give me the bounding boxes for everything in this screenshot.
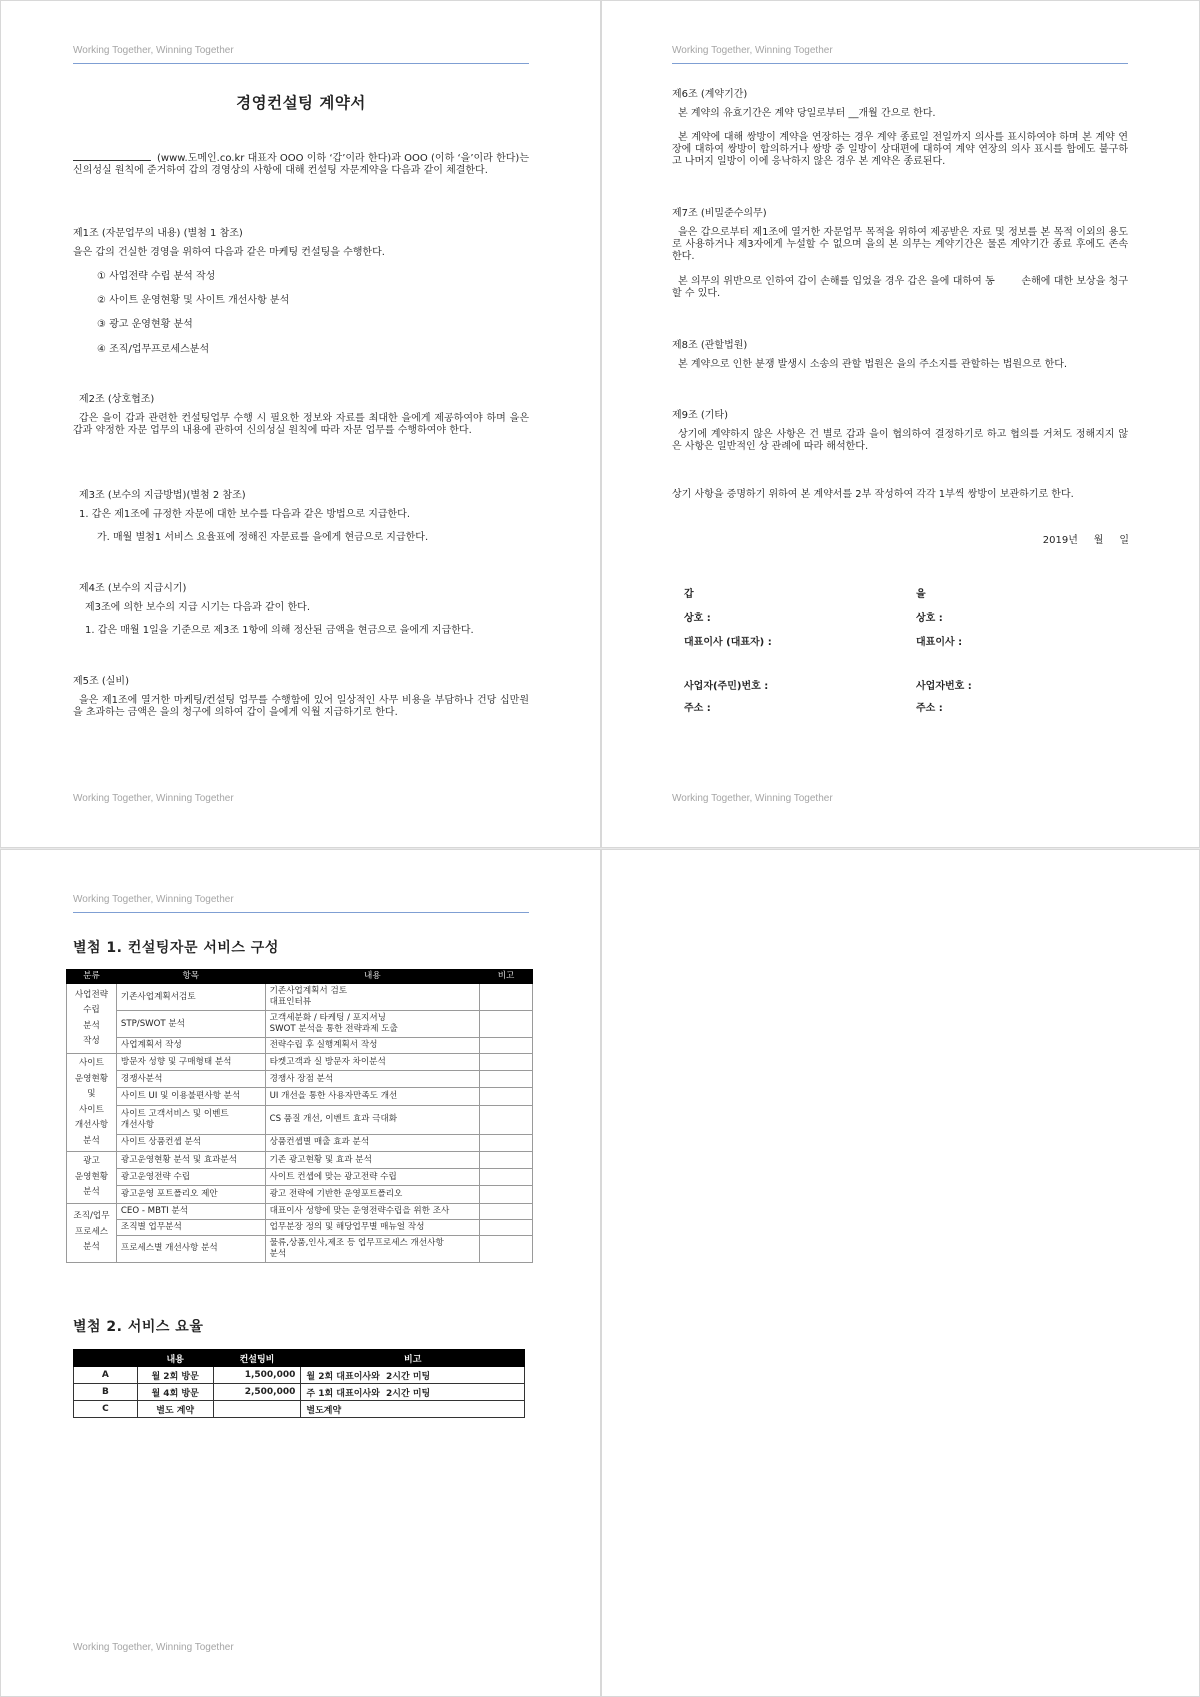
table-row (67, 1088, 533, 1105)
party-a-label: 갑 (684, 589, 694, 600)
item-cell: 사이트 고객서비스 및 이벤트 개선사항 (116, 1105, 265, 1134)
table-row (67, 1011, 533, 1038)
page-footer: Working Together, Winning Together (73, 1642, 234, 1653)
party-a-address: 주소 : (684, 703, 711, 714)
party-blank-line (73, 151, 151, 161)
party-b-label: 을 (916, 589, 926, 600)
note-cell (480, 1105, 533, 1134)
content-cell: 전략수립 후 실행계획서 작성 (265, 1038, 479, 1054)
article-6-body-2: 본 계약에 대해 쌍방이 계약을 연장하는 경우 계약 종료일 전일까지 의사를 표시하여야 하며 본 계약 연장에 대하여 쌍방이 합의하거나 쌍방 중 일방이 상대편에 대하여 계약 연장의 의사 표시를 함에도 불구하고 나머지 일방이 이에 응낙하지 않은 경우 본 계약은 종료된다. (672, 132, 1128, 167)
party-b-company: 상호 : (916, 613, 943, 624)
table-row (67, 1105, 533, 1134)
note-cell (480, 1088, 533, 1105)
page-4-blank (602, 850, 1199, 1696)
category-cell: 사이트 운영현황 및 사이트 개선사항 분석 (67, 1054, 117, 1152)
fee-cell: 2,500,000 (213, 1384, 301, 1401)
note-cell (480, 1219, 533, 1235)
column-header: 내용 (265, 970, 479, 984)
table-header-row (67, 970, 533, 984)
item-cell: 광고운영 포트폴리오 제안 (116, 1186, 265, 1203)
service-rate-table (73, 1349, 525, 1418)
note-cell (480, 1071, 533, 1088)
table-row (67, 1134, 533, 1151)
item-cell: 경쟁사분석 (116, 1071, 265, 1088)
article-6-title: 제6조 (계약기간) (672, 89, 748, 100)
item-cell: 조직별 업무분석 (116, 1219, 265, 1235)
content-cell: 별도 계약 (137, 1401, 213, 1418)
table-row (67, 1169, 533, 1186)
grade-cell: A (74, 1367, 138, 1384)
note-cell (480, 984, 533, 1011)
table-row (67, 984, 533, 1011)
category-cell: 조직/업무 프로세스 분석 (67, 1203, 117, 1262)
article-1-item: ① 사업전략 수립 분석 작성 (97, 271, 216, 282)
content-cell: 물류,상품,인사,제조 등 업무프로세스 개선사항 분석 (265, 1235, 479, 1262)
category-cell: 광고 운영현황 분석 (67, 1152, 117, 1204)
content-cell: 업무분장 정의 및 해당업무별 매뉴얼 작성 (265, 1219, 479, 1235)
intro-text: (www.도메인.co.kr 대표자 OOO 이하 ‘갑’이라 한다)과 OOO (이하 ‘을’이라 한다)는 신의성실 원칙에 준거하여 갑의 경영상의 사항에 대해 컨설팅 자문계약을 다음과 같이 체결한다. (73, 153, 529, 176)
content-cell: 사이트 컨셉에 맞는 광고전략 수립 (265, 1169, 479, 1186)
article-7-title: 제7조 (비밀준수의무) (672, 208, 767, 219)
content-cell: 경쟁사 장점 분석 (265, 1071, 479, 1088)
article-1-item: ② 사이트 운영현황 및 사이트 개선사항 분석 (97, 295, 290, 306)
content-cell: 기존사업계획서 검토 대표인터뷰 (265, 984, 479, 1011)
service-table-body (67, 984, 533, 1263)
note-cell (480, 1203, 533, 1219)
service-structure-table (66, 969, 533, 1263)
column-header: 내용 (137, 1350, 213, 1367)
party-a-rep: 대표이사 (대표자) : (684, 637, 772, 648)
article-9-body: 상기에 계약하지 않은 사항은 건 별로 갑과 을이 협의하여 결정하기로 하고 협의를 거쳐도 정해지지 않은 사항은 일반적인 상 관례에 따라 해석한다. (672, 429, 1128, 452)
article-4-title: 제4조 (보수의 지급시기) (79, 583, 187, 594)
note-cell (480, 1235, 533, 1262)
article-1-item: ④ 조직/업무프로세스분석 (97, 344, 210, 355)
note-cell (480, 1152, 533, 1169)
item-cell: 기존사업계획서검토 (116, 984, 265, 1011)
page-header: Working Together, Winning Together (672, 45, 1128, 64)
content-cell: 대표이사 성향에 맞는 운영전략수립을 위한 조사 (265, 1203, 479, 1219)
article-3-item-1: 1. 갑은 제1조에 규정한 자문에 대한 보수를 다음과 같은 방법으로 지급한다. (79, 509, 411, 520)
item-cell: 프로세스별 개선사항 분석 (116, 1235, 265, 1262)
item-cell: 사업계획서 작성 (116, 1038, 265, 1054)
contract-date: 2019년 월 일 (1042, 535, 1129, 546)
table-header-row (74, 1350, 525, 1367)
table-row (74, 1367, 525, 1384)
intro-paragraph (73, 151, 529, 177)
grade-cell: B (74, 1384, 138, 1401)
note-cell: 월 2회 대표이사와 2시간 미팅 (301, 1367, 525, 1384)
note-cell (480, 1134, 533, 1151)
note-cell (480, 1011, 533, 1038)
article-8-body: 본 계약으로 인한 분쟁 발생시 소송의 관할 법원은 을의 주소지를 관할하는 법원으로 한다. (678, 359, 1068, 370)
content-cell: 고객세분화 / 타케팅 / 포지셔닝 SWOT 분석을 통한 전략과제 도출 (265, 1011, 479, 1038)
page-1 (1, 1, 600, 847)
content-cell: 월 4회 방문 (137, 1384, 213, 1401)
note-cell: 별도계약 (301, 1401, 525, 1418)
article-9-title: 제9조 (기타) (672, 410, 728, 421)
grade-cell: C (74, 1401, 138, 1418)
column-header (74, 1350, 138, 1367)
article-6-body-1: 본 계약의 유효기간은 계약 당일로부터 __개월 간으로 한다. (678, 108, 936, 119)
page-3 (1, 850, 600, 1696)
table-row (67, 1203, 533, 1219)
item-cell: 방문자 성향 및 구매형태 분석 (116, 1054, 265, 1071)
content-cell: 상품컨셉별 매출 효과 분석 (265, 1134, 479, 1151)
note-cell (480, 1169, 533, 1186)
content-cell: CS 품질 개선, 이벤트 효과 극대화 (265, 1105, 479, 1134)
party-b-rep: 대표이사 : (916, 637, 963, 648)
column-header: 비고 (301, 1350, 525, 1367)
table-row (67, 1054, 533, 1071)
document-title: 경영컨설팅 계약서 (236, 94, 366, 112)
article-4-body: 제3조에 의한 보수의 지급 시기는 다음과 같이 한다. (85, 602, 310, 613)
article-4-item-1: 1. 갑은 매월 1일을 기준으로 제3조 1항에 의해 정산된 금액을 현금으로 을에게 지급한다. (85, 625, 474, 636)
table-row (67, 1038, 533, 1054)
table-row (74, 1401, 525, 1418)
table-row (74, 1384, 525, 1401)
item-cell: 사이트 상품컨셉 분석 (116, 1134, 265, 1151)
table-row (67, 1219, 533, 1235)
article-3-title: 제3조 (보수의 지급방법)(별첨 2 참조) (79, 490, 246, 501)
column-header: 분류 (67, 970, 117, 984)
attachment-1-title: 별첨 1. 컨설팅자문 서비스 구성 (73, 940, 279, 956)
page-footer: Working Together, Winning Together (73, 793, 234, 804)
page-footer: Working Together, Winning Together (672, 793, 833, 804)
column-header: 항목 (116, 970, 265, 984)
article-2-body: 갑은 을이 갑과 관련한 컨설팅업무 수행 시 필요한 정보와 자료를 최대한 을에게 제공하여야 하며 을은 갑과 약정한 자문 업무의 내용에 관하여 신의성실 원칙에 따라 자문 업무를 수행하여야 한다. (73, 413, 529, 436)
page-header: Working Together, Winning Together (73, 894, 529, 913)
table-row (67, 1152, 533, 1169)
item-cell: STP/SWOT 분석 (116, 1011, 265, 1038)
article-2-title: 제2조 (상호협조) (79, 394, 155, 405)
content-cell: 광고 전략에 기반한 운영포트폴리오 (265, 1186, 479, 1203)
article-1-body: 을은 갑의 건실한 경영을 위하여 다음과 같은 마케팅 컨설팅을 수행한다. (73, 247, 385, 258)
party-a-bizno: 사업자(주민)번호 : (684, 681, 769, 692)
article-7-body-1: 을은 갑으로부터 제1조에 열거한 자문업무 목적을 위하여 제공받은 자료 및 정보를 본 목적 이외의 용도로 사용하거나 제3자에게 누설할 수 없으며 을의 본 의무는 계약기간은 물론 계약기간 종료 후에도 존속한다. (672, 227, 1128, 262)
article-5-body: 을은 제1조에 열거한 마케팅/컨설팅 업무를 수행함에 있어 일상적인 사무 비용을 부담하나 건당 십만원을 초과하는 금액은 을의 청구에 의하여 갑이 을에게 익월 지급하기로 한다. (73, 695, 529, 718)
article-8-title: 제8조 (관할법원) (672, 340, 748, 351)
article-1-item: ③ 광고 운영현황 분석 (97, 319, 193, 330)
item-cell: 광고운영현황 분석 및 효과분석 (116, 1152, 265, 1169)
content-cell: 타켓고객과 실 방문자 차이분석 (265, 1054, 479, 1071)
content-cell: UI 개선을 통한 사용자만족도 개선 (265, 1088, 479, 1105)
fee-cell: 1,500,000 (213, 1367, 301, 1384)
content-cell: 기존 광고현황 및 효과 분석 (265, 1152, 479, 1169)
table-row (67, 1235, 533, 1262)
article-7-body-2: 본 의무의 위반으로 인하여 갑이 손해를 입었을 경우 갑은 을에 대하여 동 손해에 대한 보상을 청구할 수 있다. (672, 276, 1128, 299)
party-a-company: 상호 : (684, 613, 711, 624)
fee-cell (213, 1401, 301, 1418)
page-header: Working Together, Winning Together (73, 45, 529, 64)
party-b-address: 주소 : (916, 703, 943, 714)
note-cell (480, 1186, 533, 1203)
attachment-2-title: 별첨 2. 서비스 요율 (73, 1319, 204, 1335)
article-1-title: 제1조 (자문업무의 내용) (별첨 1 참조) (73, 228, 243, 239)
article-3-item-2: 가. 매월 별첨1 서비스 요율표에 정해진 자문료를 을에게 현금으로 지급한다. (97, 532, 429, 543)
content-cell: 월 2회 방문 (137, 1367, 213, 1384)
closing-statement: 상기 사항을 증명하기 위하여 본 계약서를 2부 작성하여 각각 1부씩 쌍방이 보관하기로 한다. (672, 489, 1074, 500)
table-row (67, 1071, 533, 1088)
column-header: 비고 (480, 970, 533, 984)
party-b-bizno: 사업자번호 : (916, 681, 972, 692)
item-cell: 광고운영전략 수립 (116, 1169, 265, 1186)
column-header: 컨설팅비 (213, 1350, 301, 1367)
note-cell (480, 1054, 533, 1071)
note-cell (480, 1038, 533, 1054)
article-5-title: 제5조 (실비) (73, 676, 129, 687)
page-2 (602, 1, 1199, 847)
item-cell: CEO - MBTI 분석 (116, 1203, 265, 1219)
note-cell: 주 1회 대표이사와 2시간 미팅 (301, 1384, 525, 1401)
item-cell: 사이트 UI 및 이용불편사항 분석 (116, 1088, 265, 1105)
table-row (67, 1186, 533, 1203)
category-cell: 사업전략 수립 분석 작성 (67, 984, 117, 1054)
